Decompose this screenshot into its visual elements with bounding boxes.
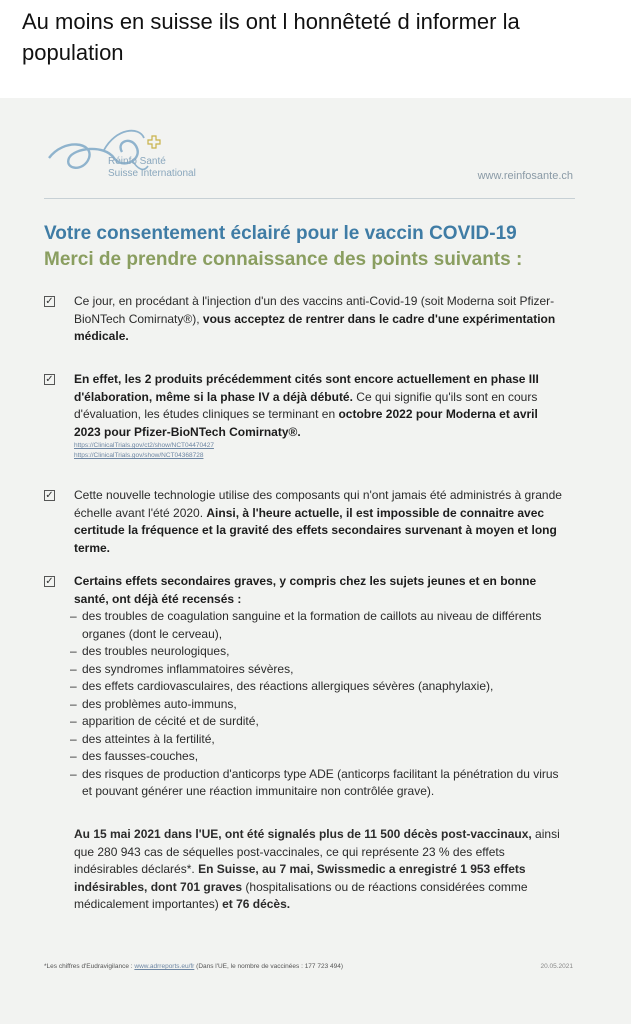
stats-bold-2: En Suisse, au 7 mai, Swissmedic a enregistré 1 953 effets indésirables, dont 701 graves (74, 862, 526, 894)
footnote-link[interactable]: www.adrreports.eu/fr (134, 963, 195, 970)
side-effect-item: – des syndromes inflammatoires sévères, (74, 661, 564, 679)
side-effect-item: – des effets cardiovasculaires, des réactions allergiques sévères (anaphylaxie), (74, 678, 564, 696)
checked-box-icon: ✓ (45, 374, 54, 385)
side-effect-item: – des atteintes à la fertilité, (74, 731, 564, 749)
document-subtitle: Merci de prendre connaissance des points suivants : (44, 249, 523, 270)
logo-name (108, 156, 196, 180)
clinical-trial-link-2[interactable]: https://ClinicalTrials.gov/show/NCT04368728 (74, 452, 204, 459)
item1-text: Ce jour, en procédant à l'injection d'un des vaccins anti-Covid-19 (soit Moderna soit Pfizer-BioNTech Comirnaty®), (74, 294, 555, 326)
footnote-prefix: *Les chiffres d'Eudravigilance : (44, 963, 135, 970)
item2-text: Ce qui signifie qu'ils sont en cours d'évaluation, les études cliniques se terminant en (74, 389, 538, 421)
item3-text: Cette nouvelle technologie utilise des composants qui n'ont jamais été administrés à grande échelle avant l'été 2020. (74, 488, 562, 520)
clinical-trial-link-1[interactable]: https://ClinicalTrials.gov/ct2/show/NCT04470427 (74, 442, 214, 449)
side-effects-intro: Certains effets secondaires graves, y compris chez les sujets jeunes et en bonne santé, ont déjà été recensés : (74, 574, 537, 606)
header-divider (44, 198, 575, 199)
side-effect-item: – des problèmes auto-immuns, (74, 696, 564, 714)
document-date: 20.05.2021 (540, 963, 573, 970)
item2-bold-2: octobre 2022 pour Moderna et avril 2023 pour Pfizer-BioNTech Comirnaty®. (74, 407, 538, 439)
side-effect-item: – apparition de cécité et de surdité, (74, 713, 564, 731)
post-caption: Au moins en suisse ils ont l honnêteté d informer la population (22, 9, 520, 65)
document-photo (0, 98, 631, 1024)
stats-bold-1: Au 15 mai 2021 dans l'UE, ont été signalés plus de 11 500 décès post-vaccinaux, (74, 827, 532, 841)
statistics-paragraph (74, 826, 564, 914)
logo-name-line1: Réinfo Santé (108, 156, 166, 167)
checked-box-icon: ✓ (45, 490, 54, 501)
stats-text-1: ainsi que 280 943 cas de séquelles post-vaccinales, ce qui représente 23 % des effets indésirables déclarés*. (74, 827, 560, 876)
consent-item-2-text (74, 371, 564, 461)
item3-bold: Ainsi, à l'heure actuelle, il est impossible de connaitre avec certitude la fréquence et la gravité des effets secondaires survenant à moyen et long terme. (74, 505, 557, 555)
footnote (44, 963, 484, 970)
document-title: Votre consentement éclairé pour le vaccin COVID-19 (44, 223, 517, 244)
side-effects-list (74, 608, 564, 801)
stats-bold-3: et 76 décès. (222, 897, 291, 911)
checked-box-icon: ✓ (45, 296, 54, 307)
side-effect-item: – des troubles de coagulation sanguine et la formation de caillots au niveau de différents organes (dont le cerveau), (74, 608, 564, 643)
consent-item-3-text (74, 487, 564, 557)
logo-name-line2: Suisse International (108, 168, 196, 179)
stats-text-2: (hospitalisations ou de réactions considérées comme médicalement importantes) (74, 879, 528, 911)
item2-bold-1: En effet, les 2 produits précédemment cités sont encore actuellement en phase III d'élaboration, même si la phase IV a déjà débuté. (74, 372, 539, 404)
side-effect-item: – des risques de production d'anticorps type ADE (anticorps facilitant la pénétration du virus et pouvant générer une réaction immunitaire non contrôlée grave). (74, 766, 564, 801)
checked-box-icon: ✓ (45, 576, 54, 587)
side-effect-item: – des fausses-couches, (74, 748, 564, 766)
side-effect-item: – des troubles neurologiques, (74, 643, 564, 661)
website-url: www.reinfosante.ch (477, 170, 573, 182)
footnote-suffix: (Dans l'UE, le nombre de vaccinées : 177 723 494) (194, 963, 343, 970)
consent-item-1-text (74, 293, 564, 346)
item1-bold: vous acceptez de rentrer dans le cadre d'une expérimentation médicale. (74, 311, 556, 343)
consent-item-4-text (74, 573, 564, 801)
